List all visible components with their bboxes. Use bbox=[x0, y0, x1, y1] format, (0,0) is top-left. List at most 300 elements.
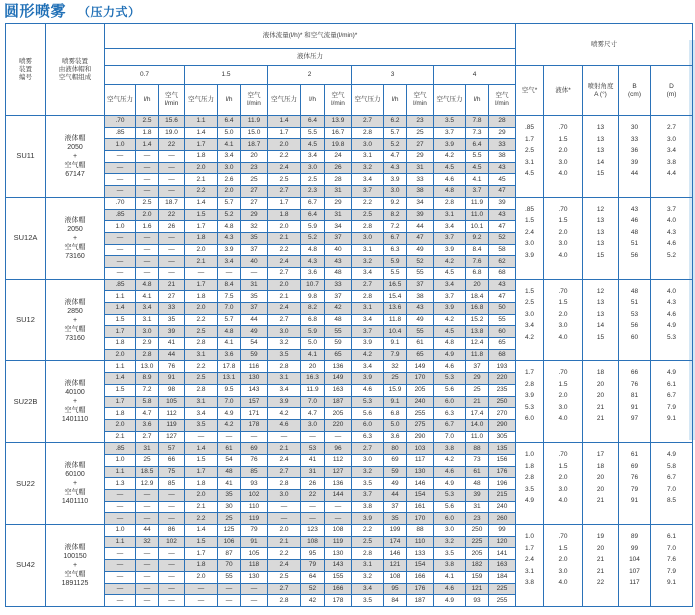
flow-cell: 3.5 bbox=[352, 595, 384, 607]
flow-cell: — bbox=[105, 267, 136, 279]
flow-cell: 225 bbox=[489, 583, 516, 595]
flow-cell: 2.0 bbox=[185, 162, 218, 174]
flow-cell: 3.9 bbox=[434, 244, 466, 256]
flow-cell: 31 bbox=[407, 162, 434, 174]
flow-cell: 5.8 bbox=[136, 396, 159, 408]
size-cell-air bbox=[516, 443, 544, 525]
size-value: 36 bbox=[630, 147, 639, 154]
flow-cell: 26 bbox=[159, 221, 185, 233]
flow-cell: 3.6 bbox=[136, 419, 159, 431]
flow-cell: 6.0 bbox=[434, 396, 466, 408]
flow-cell: 2.8 bbox=[352, 548, 384, 560]
flow-cell: 80 bbox=[384, 443, 407, 455]
header-combo bbox=[46, 24, 105, 116]
flow-cell: 2.0 bbox=[268, 279, 301, 291]
flow-cell: 149 bbox=[407, 361, 434, 373]
flow-cell: 7.0 bbox=[434, 431, 466, 443]
header-air-pressure: 空气压力 bbox=[434, 85, 466, 116]
size-value: 2.7 bbox=[667, 124, 677, 131]
flow-cell: 34 bbox=[325, 221, 352, 233]
combo-line: 液体帽 bbox=[64, 298, 86, 306]
flow-cell: — bbox=[159, 244, 185, 256]
flow-cell: 4.7 bbox=[384, 151, 407, 163]
model-cell: SU22B bbox=[6, 361, 46, 443]
flow-cell: 95 bbox=[301, 548, 325, 560]
flow-cell: 108 bbox=[301, 536, 325, 548]
header-air-lmin bbox=[159, 85, 185, 116]
size-value: 7.9 bbox=[667, 567, 677, 575]
flow-cell: 15.0 bbox=[241, 127, 268, 139]
flow-cell: 2.2 bbox=[352, 197, 384, 209]
flow-cell: 2.7 bbox=[352, 443, 384, 455]
flow-cell: 2.8 bbox=[352, 127, 384, 139]
flow-cell: 38 bbox=[407, 186, 434, 198]
flow-cell: 2.2 bbox=[268, 548, 301, 560]
flow-cell: 37 bbox=[466, 361, 489, 373]
header-size-b bbox=[619, 66, 651, 116]
flow-cell: 69 bbox=[384, 454, 407, 466]
size-value: 61 bbox=[630, 451, 639, 459]
flow-cell: 4.2 bbox=[434, 314, 466, 326]
flow-cell: 26 bbox=[325, 162, 352, 174]
size-value: 4.9 bbox=[667, 451, 677, 459]
flow-cell: 6.3 bbox=[384, 244, 407, 256]
flow-cell: 8.2 bbox=[384, 209, 407, 221]
size-value: 2.5 bbox=[524, 299, 535, 307]
header-model bbox=[6, 24, 46, 116]
header-pressure: 4 bbox=[434, 66, 516, 85]
size-value: 4.0 bbox=[667, 217, 677, 225]
flow-cell: 4.9 bbox=[434, 349, 466, 361]
flow-cell: — bbox=[218, 595, 241, 607]
size-value: 7.6 bbox=[667, 556, 677, 564]
flow-cell: 9.1 bbox=[384, 338, 407, 350]
flow-cell: 4.5 bbox=[434, 162, 466, 174]
flow-cell: 174 bbox=[384, 536, 407, 548]
header-lh: l/h bbox=[466, 85, 489, 116]
flow-cell: — bbox=[136, 186, 159, 198]
size-value: 3.8 bbox=[524, 579, 535, 587]
flow-cell: 5.7 bbox=[218, 197, 241, 209]
flow-cell: 6.3 bbox=[352, 431, 384, 443]
flow-cell: 5.7 bbox=[218, 314, 241, 326]
flow-cell: 48 bbox=[325, 267, 352, 279]
size-value: 14 bbox=[596, 322, 605, 330]
size-cell-liquid bbox=[544, 116, 583, 198]
flow-cell: 240 bbox=[407, 396, 434, 408]
flow-cell: 3.5 bbox=[268, 349, 301, 361]
flow-cell: 44 bbox=[241, 314, 268, 326]
flow-cell: — bbox=[301, 431, 325, 443]
flow-cell: 37 bbox=[325, 232, 352, 244]
flow-cell: 5.7 bbox=[384, 127, 407, 139]
flow-cell: 2.7 bbox=[268, 583, 301, 595]
flow-cell: 182 bbox=[466, 560, 489, 572]
size-cell-liquid bbox=[544, 279, 583, 361]
flow-cell: 2.2 bbox=[352, 525, 384, 537]
flow-cell: 26 bbox=[301, 478, 325, 490]
flow-cell: 4.5 bbox=[434, 326, 466, 338]
flow-cell: 59 bbox=[384, 466, 407, 478]
flow-cell: 99 bbox=[489, 525, 516, 537]
flow-cell: 33 bbox=[489, 139, 516, 151]
size-value: 6.7 bbox=[667, 392, 677, 400]
flow-cell: 5.9 bbox=[301, 221, 325, 233]
flow-cell: 18.5 bbox=[136, 466, 159, 478]
flow-cell: 38 bbox=[407, 291, 434, 303]
flow-cell: 39 bbox=[489, 197, 516, 209]
flow-cell: 178 bbox=[241, 419, 268, 431]
flow-cell: — bbox=[241, 583, 268, 595]
flow-cell: 6.3 bbox=[434, 408, 466, 420]
flow-cell: 52 bbox=[301, 583, 325, 595]
combo-line: + bbox=[72, 316, 78, 324]
flow-cell: 5.3 bbox=[434, 490, 466, 502]
flow-cell: 3.8 bbox=[352, 501, 384, 513]
flow-cell: 48 bbox=[218, 466, 241, 478]
flow-cell: 35 bbox=[241, 232, 268, 244]
flow-cell: 6.4 bbox=[218, 116, 241, 128]
size-value: 79 bbox=[630, 485, 639, 493]
header-text-line: 编号 bbox=[19, 73, 32, 81]
size-cell-d bbox=[651, 116, 693, 198]
size-value: 3.9 bbox=[524, 251, 535, 259]
header-size-d bbox=[651, 66, 693, 116]
size-cell-d bbox=[651, 279, 693, 361]
flow-cell: 2.5 bbox=[136, 197, 159, 209]
flow-cell: 112 bbox=[325, 454, 352, 466]
flow-cell: 4.5 bbox=[434, 267, 466, 279]
flow-cell: 1.7 bbox=[105, 326, 136, 338]
flow-cell: 75 bbox=[159, 466, 185, 478]
flow-cell: 1.8 bbox=[185, 232, 218, 244]
flow-cell: 2.7 bbox=[268, 267, 301, 279]
flow-cell: 20 bbox=[466, 279, 489, 291]
flow-cell: 7.3 bbox=[466, 127, 489, 139]
flow-cell: 65 bbox=[489, 338, 516, 350]
size-cell-air bbox=[516, 197, 544, 279]
size-value: 2.0 bbox=[558, 228, 568, 236]
flow-cell: 4.7 bbox=[136, 408, 159, 420]
flow-cell: 3.5 bbox=[434, 116, 466, 128]
size-value: 6.1 bbox=[667, 533, 677, 541]
header-text-line: A (°) bbox=[594, 90, 607, 98]
flow-cell: 3.0 bbox=[218, 162, 241, 174]
header-flow: 液体流量(l/h)* 和空气流量(l/min)* bbox=[105, 24, 516, 49]
flow-cell: 260 bbox=[489, 513, 516, 525]
flow-cell: 3.2 bbox=[352, 162, 384, 174]
flow-cell: 178 bbox=[325, 595, 352, 607]
flow-cell: 3.1 bbox=[352, 244, 384, 256]
flow-cell: 6.4 bbox=[301, 209, 325, 221]
flow-cell: 4.3 bbox=[384, 162, 407, 174]
flow-cell: 1.7 bbox=[185, 139, 218, 151]
size-value: 1.5 bbox=[558, 217, 568, 225]
flow-cell: 1.4 bbox=[185, 127, 218, 139]
flow-cell: 3.6 bbox=[384, 431, 407, 443]
header-text-line: 空气 bbox=[331, 92, 345, 99]
header-air-lmin bbox=[407, 85, 434, 116]
flow-cell: 4.1 bbox=[136, 291, 159, 303]
header-text-line: D bbox=[669, 82, 674, 90]
flow-cell: 3.2 bbox=[352, 256, 384, 268]
flow-cell: 2.1 bbox=[185, 501, 218, 513]
flow-cell: 215 bbox=[489, 490, 516, 502]
flow-cell: 2.5 bbox=[352, 536, 384, 548]
flow-cell: 2.5 bbox=[268, 571, 301, 583]
size-cell-liquid bbox=[544, 525, 583, 607]
flow-cell: 16.8 bbox=[466, 303, 489, 315]
flow-cell: — bbox=[159, 560, 185, 572]
size-value: .70 bbox=[558, 451, 568, 459]
size-value: 91 bbox=[630, 497, 639, 505]
size-value: 15 bbox=[596, 333, 605, 341]
flow-cell: 3.9 bbox=[218, 244, 241, 256]
flow-cell: 4.5 bbox=[301, 139, 325, 151]
size-value: 1.0 bbox=[524, 451, 535, 459]
size-value: 6.1 bbox=[667, 380, 677, 388]
flow-cell: 275 bbox=[407, 419, 434, 431]
flow-cell: 93 bbox=[466, 595, 489, 607]
flow-cell: 12.9 bbox=[136, 478, 159, 490]
flow-cell: 3.7 bbox=[352, 326, 384, 338]
flow-cell: 3.1 bbox=[136, 314, 159, 326]
flow-cell: — bbox=[159, 267, 185, 279]
flow-cell: 2.7 bbox=[352, 116, 384, 128]
size-value: 20 bbox=[596, 485, 605, 493]
flow-cell: 3.4 bbox=[268, 384, 301, 396]
flow-cell: 1.1 bbox=[105, 291, 136, 303]
flow-cell: 44 bbox=[407, 221, 434, 233]
flow-cell: 220 bbox=[325, 419, 352, 431]
size-value: 7.9 bbox=[667, 403, 677, 411]
model-cell: SU11 bbox=[6, 116, 46, 198]
flow-cell: 28 bbox=[325, 174, 352, 186]
size-value: 39 bbox=[630, 158, 639, 166]
size-cell-b bbox=[619, 279, 651, 361]
flow-cell: 141 bbox=[489, 548, 516, 560]
flow-cell: 205 bbox=[325, 408, 352, 420]
flow-cell: 37 bbox=[407, 279, 434, 291]
flow-cell: 8.9 bbox=[136, 373, 159, 385]
size-value: 56 bbox=[630, 251, 639, 259]
flow-cell: 59 bbox=[241, 349, 268, 361]
flow-cell: 3.4 bbox=[136, 303, 159, 315]
flow-cell: 47 bbox=[489, 186, 516, 198]
flow-cell: 1.1 bbox=[105, 536, 136, 548]
size-value: 2.0 bbox=[558, 392, 568, 400]
flow-cell: 19.0 bbox=[159, 127, 185, 139]
flow-cell: 1.8 bbox=[105, 408, 136, 420]
flow-cell: 123 bbox=[301, 525, 325, 537]
flow-cell: 1.5 bbox=[105, 384, 136, 396]
flow-cell: 25 bbox=[218, 513, 241, 525]
size-value: 89 bbox=[630, 533, 639, 541]
size-value: 60 bbox=[630, 333, 639, 341]
flow-cell: 3.1 bbox=[185, 349, 218, 361]
flow-cell: — bbox=[105, 571, 136, 583]
size-value: 9.1 bbox=[667, 415, 677, 423]
size-cell-angle bbox=[583, 197, 619, 279]
flow-cell: 1.1 bbox=[105, 466, 136, 478]
flow-cell: 3.4 bbox=[218, 256, 241, 268]
flow-cell: 48 bbox=[466, 478, 489, 490]
size-cell-angle bbox=[583, 443, 619, 525]
size-value: 81 bbox=[630, 392, 639, 400]
flow-cell: 146 bbox=[384, 548, 407, 560]
flow-cell: 5.6 bbox=[434, 384, 466, 396]
flow-cell: 11.8 bbox=[384, 314, 407, 326]
flow-cell: 2.2 bbox=[185, 314, 218, 326]
flow-cell: 1.8 bbox=[185, 478, 218, 490]
flow-cell: 31 bbox=[325, 186, 352, 198]
flow-cell: 91 bbox=[159, 373, 185, 385]
flow-cell: 6.2 bbox=[384, 116, 407, 128]
combo-line: 1891125 bbox=[61, 579, 89, 587]
flow-cell: 3.0 bbox=[352, 232, 384, 244]
header-text-line: l/min bbox=[495, 100, 509, 107]
flow-cell: 16.3 bbox=[301, 373, 325, 385]
flow-cell: 5.6 bbox=[352, 408, 384, 420]
flow-cell: 9.2 bbox=[466, 232, 489, 244]
flow-cell: — bbox=[301, 501, 325, 513]
size-value: .70 bbox=[558, 369, 568, 377]
flow-cell: 22 bbox=[159, 139, 185, 151]
flow-cell: 105 bbox=[159, 396, 185, 408]
flow-cell: 270 bbox=[489, 408, 516, 420]
flow-cell: 3.0 bbox=[136, 326, 159, 338]
flow-cell: 25 bbox=[136, 454, 159, 466]
header-pressure: 2 bbox=[268, 66, 352, 85]
size-value: 12 bbox=[596, 205, 605, 213]
size-value: 1.5 bbox=[524, 287, 535, 295]
flow-cell: 159 bbox=[466, 571, 489, 583]
flow-cell: 4.1 bbox=[434, 571, 466, 583]
flow-cell: 7.0 bbox=[218, 303, 241, 315]
size-value: 4.0 bbox=[558, 170, 568, 177]
flow-cell: 6.0 bbox=[352, 419, 384, 431]
flow-cell: 205 bbox=[466, 548, 489, 560]
model-cell: SU42 bbox=[6, 525, 46, 607]
flow-cell: 17.8 bbox=[218, 361, 241, 373]
size-value: 6.7 bbox=[667, 474, 677, 482]
flow-cell: 29 bbox=[325, 197, 352, 209]
flow-cell: 4.2 bbox=[434, 151, 466, 163]
flow-cell: 2.2 bbox=[185, 513, 218, 525]
flow-cell: 2.5 bbox=[301, 174, 325, 186]
flow-cell: 10.1 bbox=[466, 221, 489, 233]
flow-cell: 18.7 bbox=[159, 197, 185, 209]
flow-cell: 29 bbox=[407, 151, 434, 163]
flow-cell: 55 bbox=[325, 326, 352, 338]
size-value: 48 bbox=[630, 287, 639, 295]
size-value: 13 bbox=[596, 135, 605, 143]
flow-cell: 7.9 bbox=[384, 349, 407, 361]
flow-cell: 196 bbox=[489, 478, 516, 490]
size-value: 13 bbox=[596, 217, 605, 225]
flow-cell: 40 bbox=[325, 244, 352, 256]
flow-cell: 127 bbox=[159, 431, 185, 443]
flow-cell: 4.6 bbox=[352, 384, 384, 396]
flow-cell: 110 bbox=[407, 536, 434, 548]
size-value: 3.5 bbox=[524, 485, 535, 493]
size-cell-d bbox=[651, 361, 693, 443]
flow-cell: 2.9 bbox=[136, 338, 159, 350]
size-value: 13 bbox=[596, 228, 605, 236]
flow-cell: 1.8 bbox=[136, 127, 159, 139]
flow-cell: 2.8 bbox=[268, 361, 301, 373]
flow-cell: 205 bbox=[407, 384, 434, 396]
size-cell-b bbox=[619, 443, 651, 525]
flow-cell: 95 bbox=[384, 583, 407, 595]
size-value: 13 bbox=[596, 310, 605, 318]
header-lh: l/h bbox=[301, 85, 325, 116]
flow-cell: 2.4 bbox=[268, 303, 301, 315]
flow-cell: — bbox=[268, 431, 301, 443]
flow-cell: 171 bbox=[241, 408, 268, 420]
flow-cell: 34 bbox=[407, 197, 434, 209]
size-value: 7.0 bbox=[667, 544, 677, 552]
flow-cell: 2.0 bbox=[268, 139, 301, 151]
flow-cell: 1.1 bbox=[105, 361, 136, 373]
flow-cell: 11.9 bbox=[241, 116, 268, 128]
flow-cell: 1.4 bbox=[185, 443, 218, 455]
flow-cell: 176 bbox=[489, 466, 516, 478]
combo-line: 2050 bbox=[67, 225, 83, 233]
flow-cell: 3.9 bbox=[268, 396, 301, 408]
flow-cell: 4.2 bbox=[268, 408, 301, 420]
flow-cell: 3.4 bbox=[352, 314, 384, 326]
size-value: 3.9 bbox=[524, 392, 535, 400]
flow-cell: 49 bbox=[241, 326, 268, 338]
flow-cell: 2.4 bbox=[268, 162, 301, 174]
size-value: 30 bbox=[630, 124, 639, 131]
flow-cell: 3.9 bbox=[352, 338, 384, 350]
flow-cell: 121 bbox=[384, 560, 407, 572]
header-air-pressure: 空气压力 bbox=[185, 85, 218, 116]
flow-cell: 20 bbox=[241, 151, 268, 163]
model-cell: SU12 bbox=[6, 279, 46, 361]
size-value: 1.5 bbox=[558, 299, 568, 307]
flow-cell: 1.7 bbox=[185, 221, 218, 233]
flow-cell: 79 bbox=[301, 560, 325, 572]
flow-cell: 7.0 bbox=[218, 396, 241, 408]
flow-cell: 6.4 bbox=[466, 139, 489, 151]
flow-cell: 68 bbox=[489, 267, 516, 279]
flow-cell: 1.6 bbox=[136, 221, 159, 233]
flow-cell: 4.1 bbox=[218, 338, 241, 350]
flow-cell: 54 bbox=[218, 454, 241, 466]
flow-cell: 61 bbox=[407, 338, 434, 350]
flow-cell: 10.7 bbox=[301, 279, 325, 291]
flow-cell: 1.8 bbox=[105, 338, 136, 350]
flow-cell: 9.8 bbox=[301, 291, 325, 303]
flow-cell: 3.6 bbox=[218, 349, 241, 361]
size-value: 13 bbox=[596, 299, 605, 307]
flow-cell: 4.9 bbox=[434, 478, 466, 490]
flow-cell: 4.6 bbox=[434, 466, 466, 478]
flow-cell: 28 bbox=[489, 116, 516, 128]
flow-cell: — bbox=[185, 267, 218, 279]
flow-cell: 3.1 bbox=[352, 151, 384, 163]
combo-line: 1401110 bbox=[61, 498, 89, 506]
flow-cell: — bbox=[136, 162, 159, 174]
size-value: .85 bbox=[524, 205, 535, 213]
flow-cell: 6.7 bbox=[434, 419, 466, 431]
flow-cell: 16.5 bbox=[384, 279, 407, 291]
flow-cell: 4.6 bbox=[268, 419, 301, 431]
flow-cell: 43 bbox=[325, 256, 352, 268]
